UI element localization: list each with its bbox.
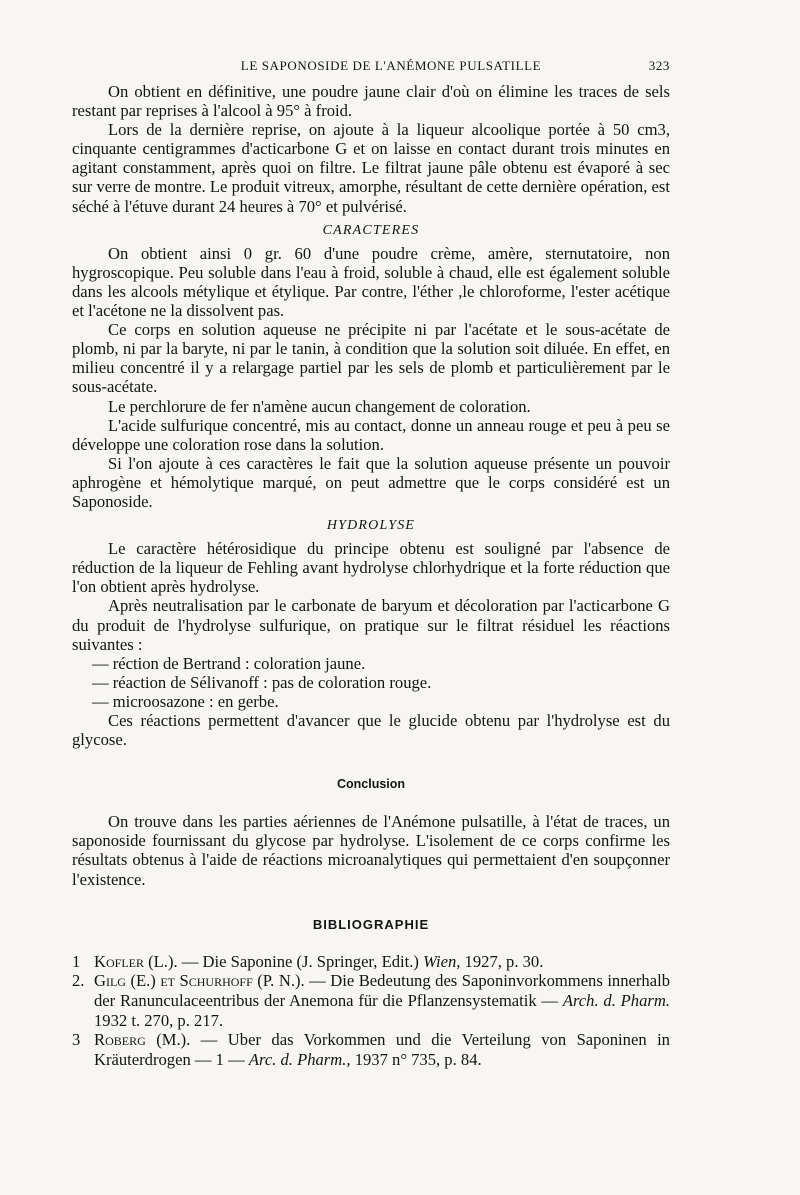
reference-number: 3 (72, 1030, 81, 1050)
page-number: 323 (648, 58, 670, 73)
paragraph: Lors de la dernière reprise, on ajoute à la liqueur alcoolique portée à 50 cm3, cinquante centigrammes d'acticarbone G et on laisse en contact durant trois minutes en agitant constamment, après quoi on filtre. Le filtrat jaune pâle obtenu est évaporé à sec sur verre de montre. Le produit vitreux, amorphe, résultant de cette dernière opération, est séché à l'étuve durant 24 heures à 70° et pulvérisé. (72, 120, 670, 216)
paragraph: On obtient ainsi 0 gr. 60 d'une poudre crème, amère, sternutatoire, non hygroscopique. Peu soluble dans l'eau à froid, soluble à chaud, elle est également soluble dans les alcools métylique et étylique. Par contre, l'éther ,le chloroforme, l'ester acétique et l'acétone ne la dissolvent pas. (72, 243, 670, 321)
running-title: LE SAPONOSIDE DE L'ANÉMONE PULSATILLE (240, 58, 542, 73)
reaction-item: — réaction de Sélivanoff : pas de coloration rouge. (92, 672, 432, 692)
reference-text (94, 952, 670, 972)
reference-list (72, 952, 670, 1070)
reference-item (72, 1030, 670, 1069)
paragraph: Si l'on ajoute à ces caractères le fait que la solution aqueuse présente un pouvoir aphrogène et hémolytique marqué, on peut admettre que le corps considéré est un Saponoside. (72, 453, 670, 511)
reference-journal: Arch. d. Pharm. (562, 990, 670, 1010)
reaction-item: — réction de Bertrand : coloration jaune. (92, 653, 366, 673)
article-body (72, 82, 670, 1069)
reference-title: — Die Bedeutung des Saponinvorkommens innerhalb der Ranunculaceentribus der Anemona für die Pflanzensystematik — (94, 971, 670, 1010)
paragraph: Après neutralisation par le carbonate de baryum et décoloration par l'acticarbone G du produit de l'hydrolyse sulfurique, on pratique sur le filtrat résiduel les réactions suivantes : (72, 596, 670, 654)
reference-details: 1937 n° 735, p. 84. (350, 1049, 482, 1069)
reference-journal: Arc. d. Pharm., (248, 1049, 351, 1069)
reference-text (94, 971, 670, 1030)
reference-details: 1932 t. 270, p. 217. (94, 1010, 224, 1030)
reference-journal: Wien, (423, 951, 461, 971)
paragraph: Ces réactions permettent d'avancer que le glucide obtenu par l'hydrolyse est du glycose. (72, 711, 670, 750)
reference-details: 1927, p. 30. (460, 951, 544, 971)
conclusion-heading: Conclusion (336, 777, 406, 792)
reference-author: Kofler (L.). (94, 951, 178, 971)
reference-title: — Die Saponine (J. Springer, Edit.) (177, 951, 424, 971)
section-title-caracteres: CARACTERES (322, 222, 420, 238)
reference-item (72, 952, 670, 972)
reference-number: 2. (72, 971, 85, 991)
paragraph: L'acide sulfurique concentré, mis au contact, donne un anneau rouge et peu à peu se développe une coloration rose dans la solution. (72, 415, 670, 454)
reference-author: Gilg (E.) et Schurhoff (P. N.). (94, 971, 305, 991)
reference-text (94, 1030, 670, 1069)
reaction-item: — microosazone : en gerbe. (92, 691, 279, 711)
paragraph: Le perchlorure de fer n'amène aucun changement de coloration. (108, 396, 531, 416)
paragraph: Le caractère hétérosidique du principe obtenu est souligné par l'absence de réduction de la liqueur de Fehling avant hydrolyse chlorhydrique et la forte réduction que l'on obtient après hydrolyse. (72, 539, 670, 597)
reference-number: 1 (72, 951, 81, 971)
paragraph: On obtient en définitive, une poudre jaune clair d'où on élimine les traces de sels restant par reprises à l'alcool à 95° à froid. (72, 82, 670, 121)
reference-item (72, 971, 670, 1030)
paragraph: Ce corps en solution aqueuse ne précipite ni par l'acétate et le sous-acétate de plomb, ni par la baryte, ni par le tanin, à condition que la solution soit diluée. En effet, en milieu concentré il y a relargage partiel par les sels de plomb et particulièrement par le sous-acétate. (72, 320, 670, 397)
reference-author: Roberg (M.). (94, 1030, 191, 1050)
reference-title: — Uber das Vorkommen und die Verteilung von Saponinen in Kräuterdrogen — 1 — (94, 1030, 670, 1069)
running-header (72, 58, 670, 82)
section-title-hydrolyse: HYDROLYSE (326, 518, 416, 534)
bibliography-heading: BIBLIOGRAPHIE (312, 916, 430, 932)
paragraph: On trouve dans les parties aériennes de l'Anémone pulsatille, à l'état de traces, un saponoside fournissant du glycose par hydrolyse. L'isolement de ce corps confirme les résultats obtenus à l'aide de réactions microanalytiques qui permettaient d'en soupçonner l'existence. (72, 812, 670, 889)
